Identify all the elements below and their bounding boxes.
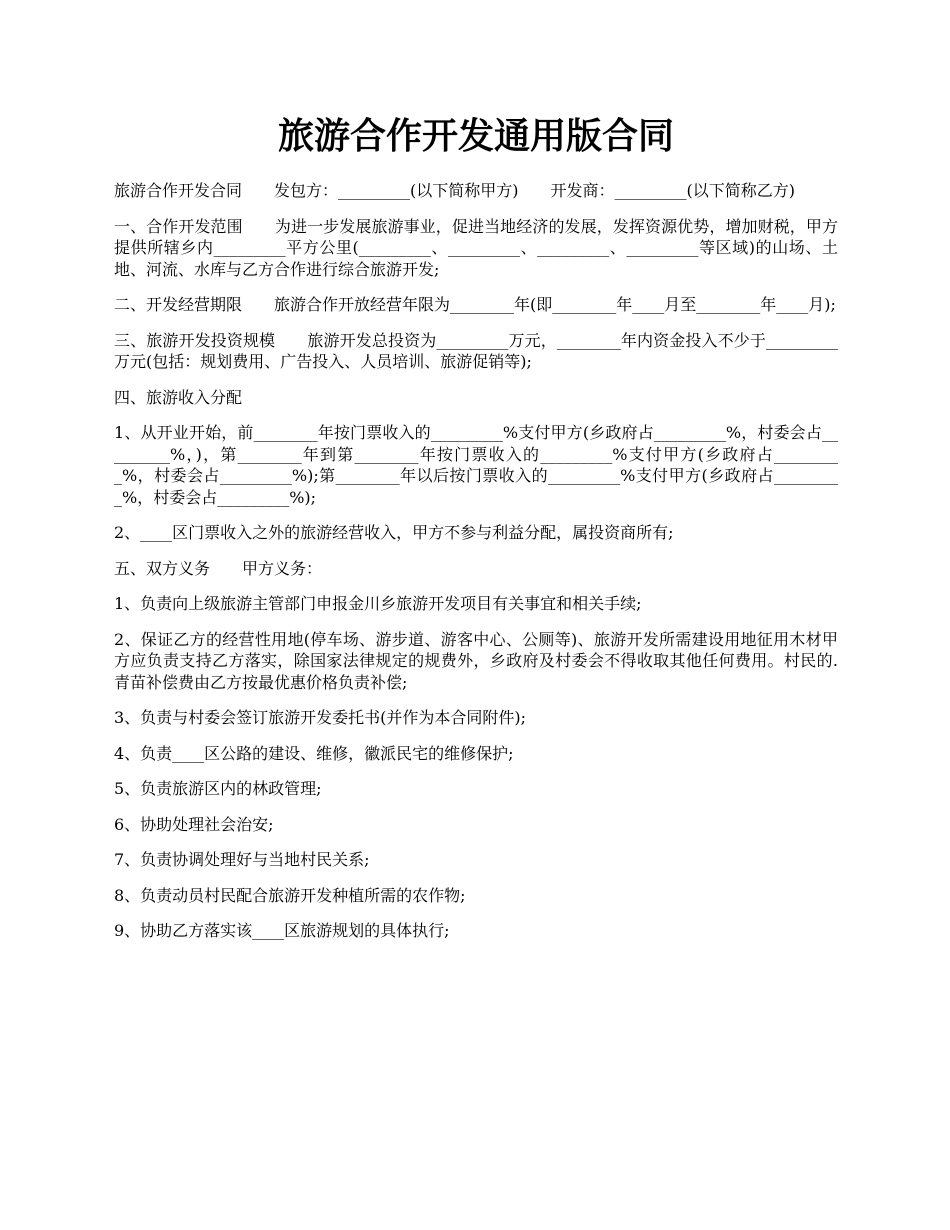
obligation-item-5: 5、负责旅游区内的林政管理;: [114, 779, 322, 798]
paragraph-revenue-2: 2、____区门票收入之外的旅游经营收入，甲方不参与利益分配，属投资商所有;: [114, 523, 674, 542]
obligation-item-7: 7、负责协调处理好与当地村民关系;: [114, 850, 370, 869]
section-heading-obligations: 五、双方义务 甲方义务：: [114, 558, 323, 578]
document-title: 旅游合作开发通用版合同: [277, 115, 674, 157]
obligation-item-8: 8、负责动员村民配合旅游开发种植所需的农作物;: [114, 885, 466, 905]
obligation-item-9: 9、协助乙方落实该____区旅游规划的具体执行;: [114, 921, 450, 940]
obligation-item-3: 3、负责与村委会签订旅游开发委托书(并作为本合同附件);: [114, 708, 527, 727]
obligation-item-2: 2、保证乙方的经营性用地(停车场、游步道、游客中心、公厕等)、旅游开发所需建设用地征用木材甲方应负责支持乙方落实，除国家法律规定的规费外，乡政府及村委会不得收取其他任何费用。村民的.青苗补偿费由乙方按最优惠价格负责补偿;: [114, 629, 838, 692]
paragraph-revenue-1: 1、从开业开始，前________年按门票收入的_________%支付甲方(乡政府占_________%，村委会占_________%，)，第________年到第________年按门票收入的_________%支付甲方(乡政府占_________%，村委会占_________%);第________年以后按门票收入的_________%支付甲方(乡政府占_________%，村委会占_________%);: [114, 423, 838, 507]
paragraph-scope: 一、合作开发范围 为进一步发展旅游事业，促进当地经济的发展，发挥资源优势，增加财税，甲方提供所辖乡内_________平方公里(_________、_________、_________、_________等区域)的山场、土地、河流、水库与乙方合作进行综合旅游开发;: [114, 216, 838, 279]
obligation-item-6: 6、协助处理社会治安;: [114, 814, 274, 834]
obligation-item-4: 4、负责____区公路的建设、维修，徽派民宅的维修保护;: [114, 743, 514, 763]
obligation-item-1: 1、负责向上级旅游主管部门申报金川乡旅游开发项目有关事宜和相关手续;: [114, 594, 642, 613]
section-heading-revenue: 四、旅游收入分配: [114, 387, 243, 407]
paragraph-investment: 三、旅游开发投资规模 旅游开发总投资为_________万元，________年内资金投入不少于_________万元(包括：规划费用、广告投入、人员培训、旅游促销等);: [114, 330, 838, 371]
paragraph-parties: 旅游合作开发合同 发包方：_________(以下简称甲方) 开发商：_________(以下简称乙方): [114, 181, 795, 200]
paragraph-term: 二、开发经营期限 旅游合作开放经营年限为________年(即________年____月至________年____月);: [114, 295, 836, 314]
document-body: [114, 180, 838, 956]
